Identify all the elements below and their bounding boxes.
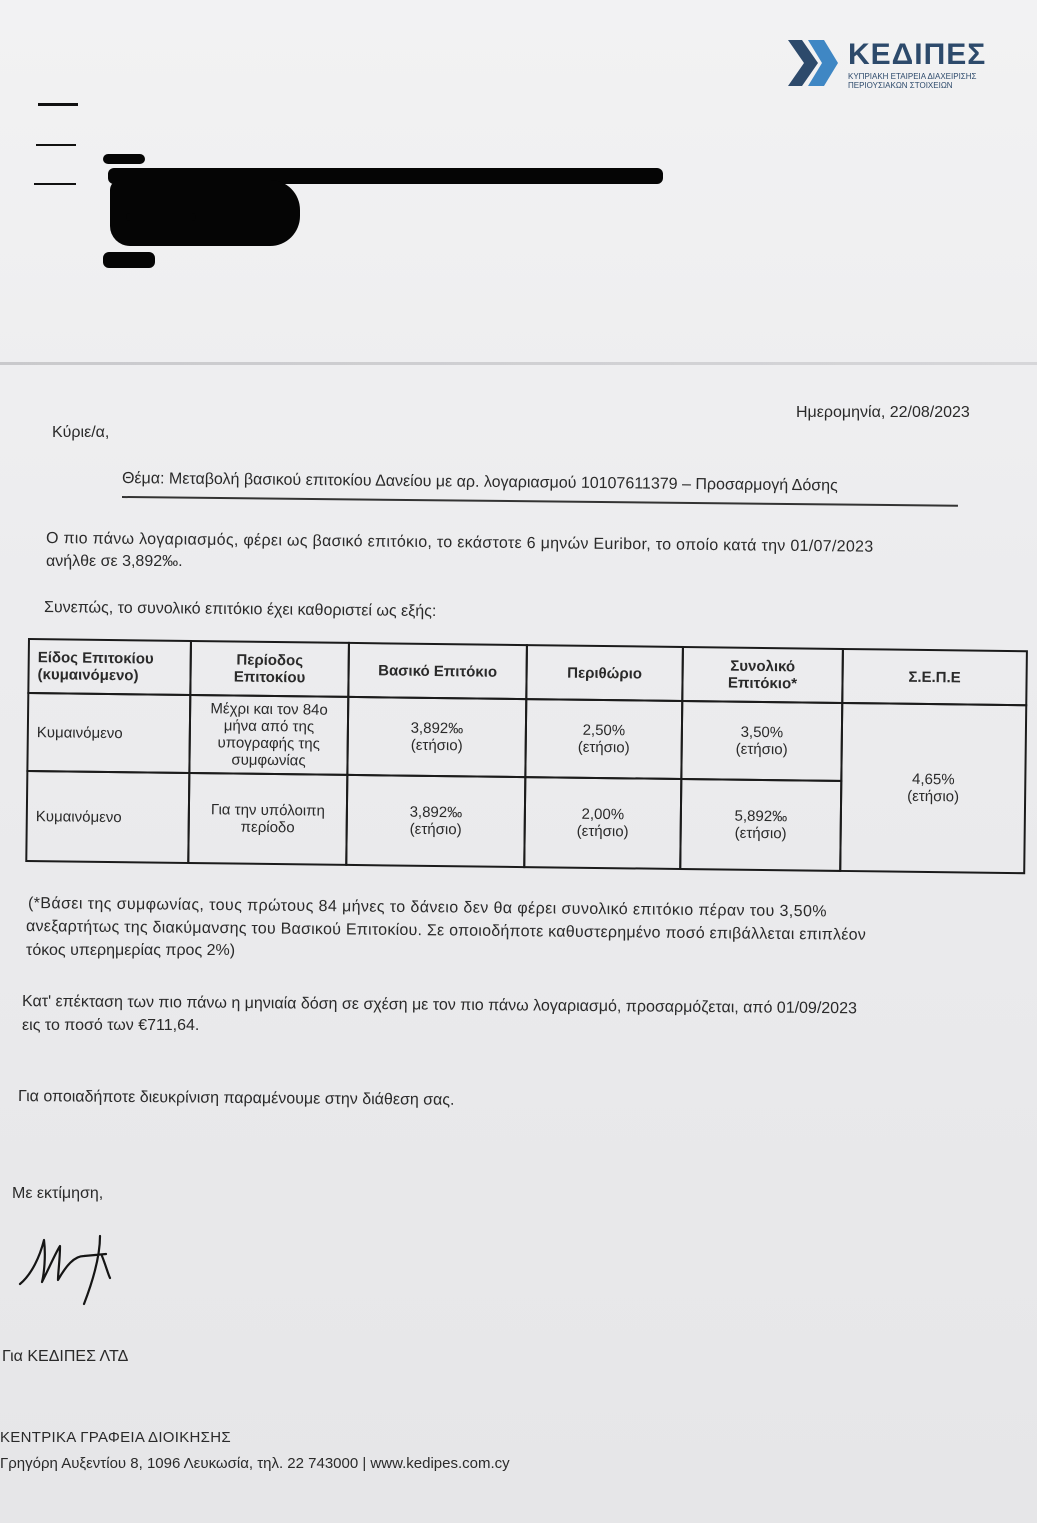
row2-period: Για την υπόλοιπη περίοδο [187, 772, 348, 866]
footer-address: Γρηγόρη Αυξεντίου 8, 1096 Λευκωσία, τηλ. 22 743000 | www.kedipes.com.cy [0, 1455, 510, 1472]
paragraph-3-line-2: εις το ποσό των €711,64. [22, 1017, 200, 1034]
row2-total-rate: 5,892‰ (ετήσιο) [679, 778, 842, 872]
paragraph-4: Για οποιαδήποτε διευκρίνιση παραμένουμε στην διάθεση σας. [17, 1088, 455, 1109]
header-rate-type: Είδος Επιτοκίου (κυμαινόμενο) [27, 638, 192, 696]
header-base-rate: Βασικό Επιτόκιο [347, 642, 528, 700]
redaction-mark [103, 252, 155, 268]
interest-rate-table [25, 638, 1030, 888]
paper-fold [0, 362, 1037, 365]
note-line-3: τόκος υπερημερίας προς 2%) [26, 942, 236, 959]
redaction-mark [126, 213, 196, 221]
note-line-2: ανεξαρτήτως της διακύμανσης του Βασικού Επιτοκίου. Σε οποιοδήποτε καθυστερημένο ποσό επιβάλλεται επιπλέον [25, 918, 867, 944]
handwritten-signature [14, 1226, 124, 1306]
logo-tagline: ΚΥΠΡΙΑΚΗ ΕΤΑΙΡΕΙΑ ΔΙΑΧΕΙΡΙΣΗΣ ΠΕΡΙΟΥΣΙΑΚΩΝ ΣΤΟΙΧΕΙΩΝ [848, 72, 977, 90]
kedipes-logo [788, 40, 1003, 95]
closing: Με εκτίμηση, [12, 1185, 104, 1202]
row2-margin: 2,00% (ετήσιο) [523, 776, 682, 870]
row1-rate-type: Κυμαινόμενο [26, 692, 191, 774]
row1-margin: 2,50% (ετήσιο) [524, 698, 683, 780]
paragraph-1-line-1: Ο πιο πάνω λογαριασμός, φέρει ως βασικό επιτόκιο, το εκάστοτε 6 μηνών Euribor, το οποίο κατά την 01/07/2023 [45, 530, 874, 556]
footer-title: ΚΕΝΤΡΙΚΑ ΓΡΑΦΕΙΑ ΔΙΟΙΚΗΣΗΣ [0, 1429, 231, 1446]
logo-chevron-icon [788, 40, 838, 86]
subject-underline [122, 496, 958, 507]
note-line-1: (*Βάσει της συμφωνίας, τους πρώτους 84 μήνες το δάνειο δεν θα φέρει συνολικό επιτόκιο πέραν του 3,50% [27, 895, 828, 921]
row1-base-rate: 3,892‰ (ετήσιο) [346, 696, 527, 778]
header-sepe: Σ.Ε.Π.Ε [841, 648, 1028, 706]
row1-total-rate: 3,50% (ετήσιο) [680, 700, 843, 782]
sepe-value: 4,65% (ετήσιο) [839, 702, 1027, 874]
address-dash [36, 144, 76, 146]
redaction-mark [103, 154, 145, 164]
address-dash [38, 103, 78, 106]
header-total-rate: Συνολικό Επιτόκιο* [681, 646, 844, 704]
salutation: Κύριε/α, [52, 424, 110, 441]
paragraph-1-line-2: ανήλθε σε 3,892‰. [46, 553, 183, 570]
row1-period: Μέχρι και τον 84ο μήνα από της υπογραφής της συμφωνίας [188, 694, 349, 776]
subject-line: Θέμα: Μεταβολή βασικού επιτοκίου Δανείου με αρ. λογαριασμού 10107611379 – Προσαρμογή Δόσης [121, 470, 838, 495]
header-margin: Περιθώριο [525, 644, 684, 702]
paragraph-3-line-1: Κατ' επέκταση των πιο πάνω η μηνιαία δόση σε σχέση με τον πιο πάνω λογαριασμό, προσαρμόζεται, από 01/09/2023 [21, 993, 857, 1018]
logo-name: ΚΕΔΙΠΕΣ [848, 38, 987, 71]
row2-rate-type: Κυμαινόμενο [25, 770, 190, 864]
row2-base-rate: 3,892‰ (ετήσιο) [345, 774, 526, 868]
signatory: Για ΚΕΔΙΠΕΣ ΛΤΔ [2, 1348, 129, 1365]
paragraph-2: Συνεπώς, το συνολικό επιτόκιο έχει καθοριστεί ως εξής: [43, 599, 437, 621]
header-rate-period: Περίοδος Επιτοκίου [189, 640, 350, 698]
address-dash [34, 183, 76, 185]
letter-date: Ημερομηνία, 22/08/2023 [796, 404, 970, 421]
